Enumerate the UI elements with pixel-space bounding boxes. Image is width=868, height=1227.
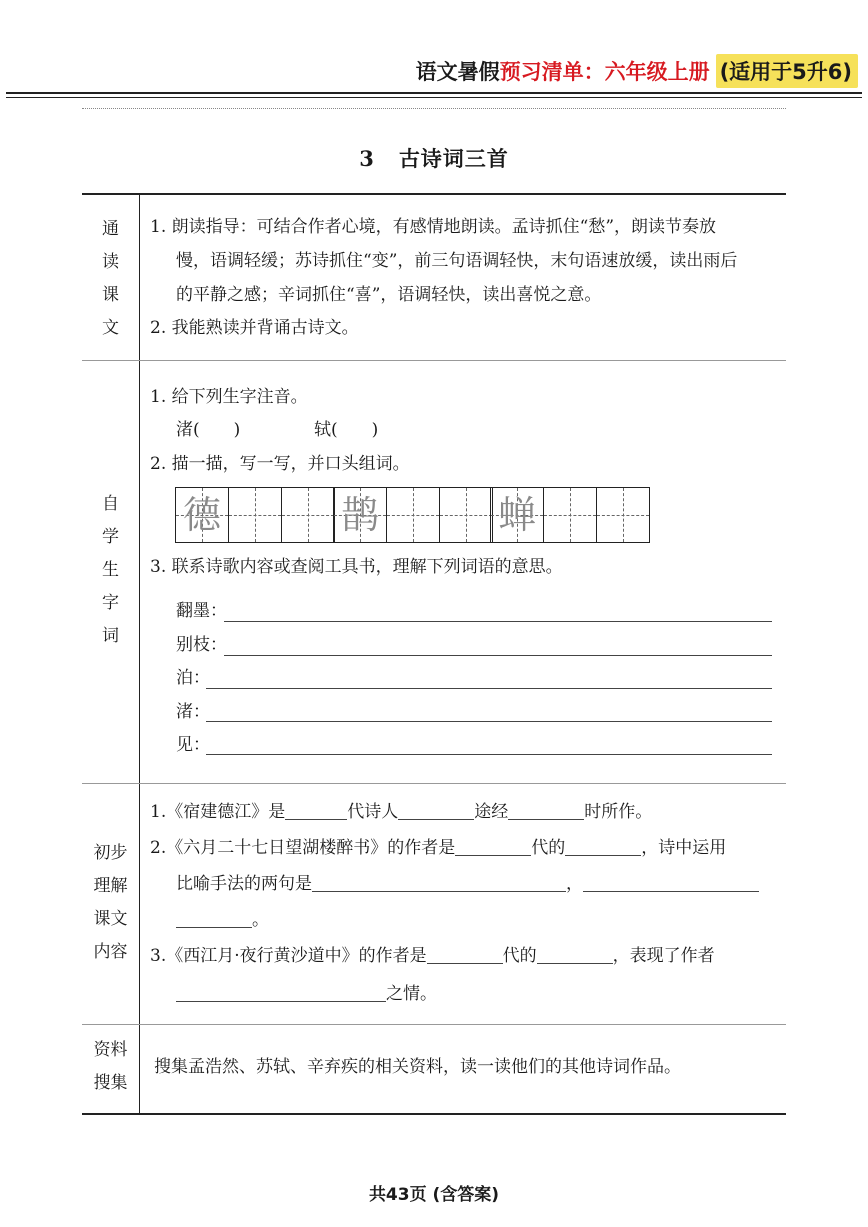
question-su-jian-de-jiang: 1.《宿建德江》是 代诗人 途经 时所作。 — [150, 796, 652, 829]
write-cell[interactable] — [228, 487, 282, 543]
tianzige-group-3 — [490, 487, 650, 543]
question-xi-jiang-yue-cont: 之情。 — [176, 978, 437, 1011]
page-header — [416, 54, 858, 88]
trace-write-question: 2. 描一描，写一写，并口头组词。 — [150, 454, 410, 474]
vocab-term: 见： — [176, 735, 210, 755]
vocab-term: 渚： — [176, 702, 210, 722]
answer-blank[interactable] — [285, 799, 347, 820]
reading-guide-line3: 的平静之感；辛词抓住“喜”，语调轻快，读出喜悦之意。 — [176, 285, 602, 305]
pinyin-blank-zhu[interactable]: 渚( ) — [176, 420, 241, 440]
question-wang-hu-lou: 2.《六月二十七日望湖楼醉书》的作者是 代的 ，诗中运用 — [150, 832, 726, 865]
section-label-research: 资料 搜集 — [93, 1040, 128, 1093]
vocab-term: 翻墨： — [176, 601, 227, 621]
vocab-term: 别枝： — [176, 635, 227, 655]
dotted-divider — [82, 108, 786, 109]
write-cell[interactable] — [386, 487, 440, 543]
question-wang-hu-lou-cont: 比喻手法的两句是 ， — [176, 868, 759, 901]
answer-line[interactable] — [224, 655, 772, 656]
pinyin-blank-shi[interactable]: 轼( ) — [314, 420, 379, 440]
write-cell[interactable] — [543, 487, 597, 543]
reading-guide-line1: 1. 朗读指导：可结合作者心境，有感情地朗读。孟诗抓住“愁”，朗读节奏放 — [150, 217, 717, 237]
answer-line[interactable] — [206, 721, 772, 722]
answer-blank[interactable] — [176, 907, 252, 928]
answer-blank[interactable] — [398, 799, 474, 820]
answer-blank[interactable] — [312, 871, 566, 892]
answer-line[interactable] — [206, 688, 772, 689]
answer-blank[interactable] — [537, 943, 613, 964]
page-footer: 共43页 (含答案) — [368, 1185, 500, 1205]
trace-cell[interactable]: 德 — [175, 487, 229, 543]
write-cell[interactable] — [439, 487, 493, 543]
section-label-understand: 初步 理解 课文 内容 — [93, 843, 128, 962]
answer-blank[interactable] — [583, 871, 759, 892]
pinyin-question: 1. 给下列生字注音。 — [150, 387, 308, 407]
tianzige-group-1 — [175, 487, 335, 543]
answer-line[interactable] — [206, 754, 772, 755]
recite-item: 2. 我能熟读并背诵古诗文。 — [150, 318, 359, 338]
tianzige-group-2 — [333, 487, 493, 543]
answer-blank[interactable] — [565, 835, 641, 856]
trace-cell[interactable]: 鹊 — [333, 487, 387, 543]
row-divider — [82, 360, 786, 361]
row-divider — [82, 1024, 786, 1025]
section-label-read: 通 读 课 文 — [102, 219, 119, 338]
answer-blank[interactable] — [508, 799, 584, 820]
section-label-self-study: 自 学 生 字 词 — [102, 494, 119, 646]
research-task: 搜集孟浩然、苏轼、辛弃疾的相关资料，读一读他们的其他诗词作品。 — [154, 1057, 681, 1077]
header-grade-badge: (适用于5升6) — [716, 54, 858, 88]
reading-guide-line2: 慢，语调轻缓；苏诗抓住“变”，前三句语调轻快，末句语速放缓，读出雨后 — [176, 251, 738, 271]
question-wang-hu-lou-end: 。 — [176, 904, 269, 937]
lesson-number: 3 — [359, 146, 375, 171]
lesson-name: 古诗词三首 — [398, 146, 509, 171]
answer-blank[interactable] — [455, 835, 531, 856]
trace-cell[interactable]: 蝉 — [490, 487, 544, 543]
row-divider — [82, 783, 786, 784]
answer-blank[interactable] — [427, 943, 503, 964]
write-cell[interactable] — [281, 487, 335, 543]
vocab-question: 3. 联系诗歌内容或查阅工具书，理解下列词语的意思。 — [150, 557, 563, 577]
write-cell[interactable] — [596, 487, 650, 543]
label-column-divider — [139, 195, 140, 1113]
header-title: 预习清单：六年级上册 — [499, 60, 710, 84]
answer-line[interactable] — [224, 621, 772, 622]
answer-blank[interactable] — [176, 981, 386, 1002]
vocab-term: 泊： — [176, 668, 210, 688]
question-xi-jiang-yue: 3.《西江月·夜行黄沙道中》的作者是 代的 ，表现了作者 — [150, 940, 715, 973]
header-rule-thin — [6, 97, 862, 98]
header-rule-thick — [6, 92, 862, 94]
lesson-title — [0, 143, 868, 173]
header-series: 语文暑假 — [415, 60, 500, 84]
